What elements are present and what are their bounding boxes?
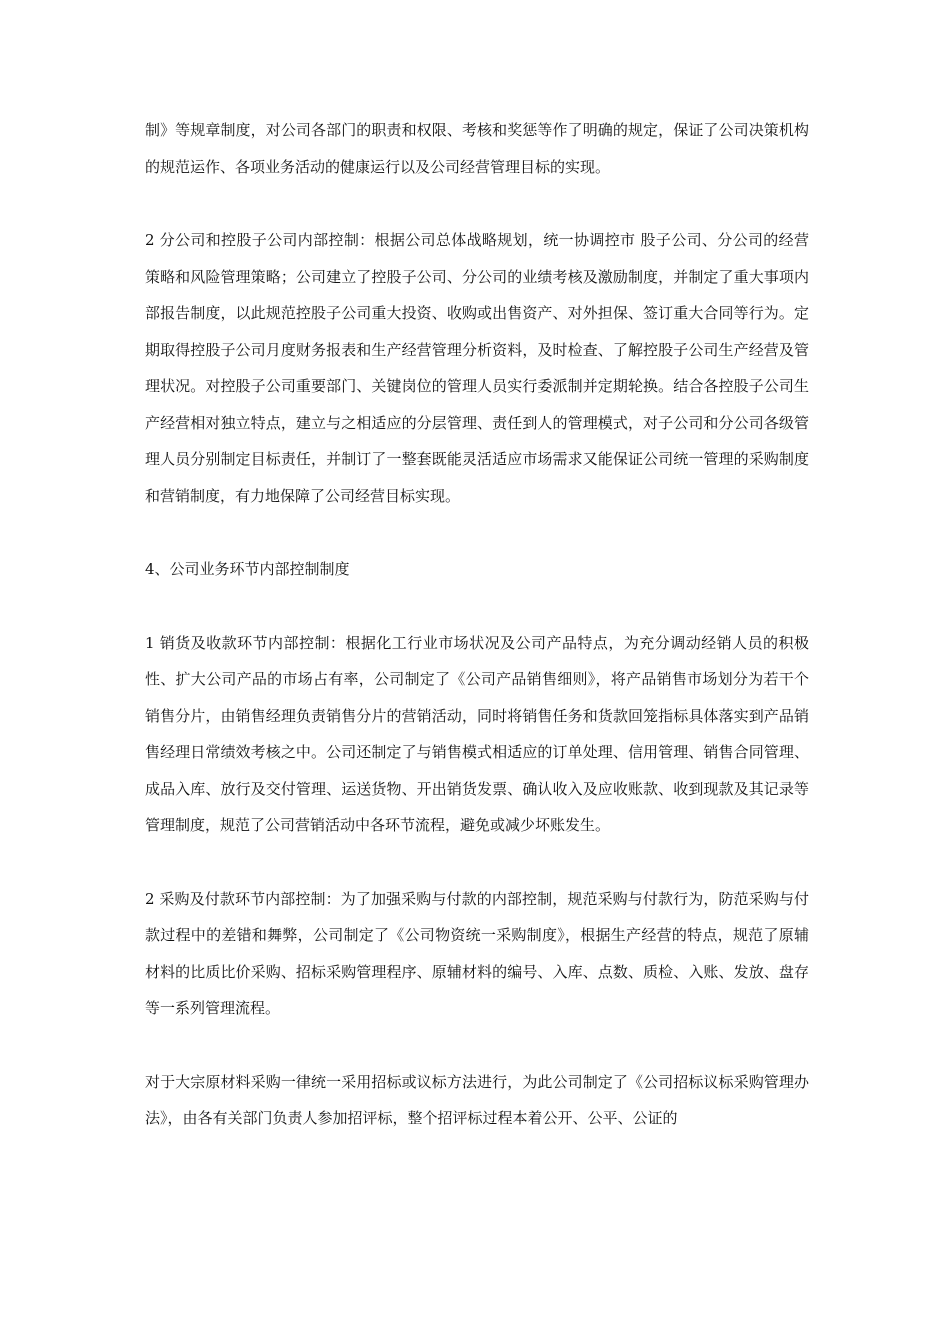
paragraph-sales-control: 1 销货及收款环节内部控制：根据化工行业市场状况及公司产品特点，为充分调动经销人员的积极性、扩大公司产品的市场占有率，公司制定了《公司产品销售细则》，将产品销售市场划分为若干个销售分片，由销售经理负责销售分片的营销活动，同时将销售任务和货款回笼指标具体落实到产品销售经理日常绩效考核之中。公司还制定了与销售模式相适应的订单处理、信用管理、销售合同管理、成品入库、放行及交付管理、运送货物、开出销货发票、确认收入及应收账款、收到现款及其记录等管理制度，规范了公司营销活动中各环节流程，避免或减少坏账发生。 <box>145 633 809 834</box>
section-heading-business-control: 4、公司业务环节内部控制制度 <box>145 560 350 578</box>
paragraph-procurement-control: 2 采购及付款环节内部控制：为了加强采购与付款的内部控制，规范采购与付款行为，防范采购与付款过程中的差错和舞弊，公司制定了《公司物资统一采购制度》，根据生产经营的特点，规范了原辅材料的比质比价采购、招标采购管理程序、原辅材料的编号、入库、点数、质检、入账、发放、盘存等一系列管理流程。 <box>145 889 809 1017</box>
document-body <box>145 112 809 1174</box>
paragraph-subsidiary-control: 2 分公司和控股子公司内部控制：根据公司总体战略规划，统一协调控市 股子公司、分公司的经营策略和风险管理策略；公司建立了控股子公司、分公司的业绩考核及激励制度，并制定了重大事项内部报告制度，以此规范控股子公司重大投资、收购或出售资产、对外担保、签订重大合同等行为。定期取得控股子公司月度财务报表和生产经营管理分析资料，及时检查、了解控股子公司生产经营及管理状况。对控股子公司重要部门、关键岗位的管理人员实行委派制并定期轮换。结合各控股子公司生产经营相对独立特点，建立与之相适应的分层管理、责任到人的管理模式，对子公司和分公司各级管理人员分别制定目标责任，并制订了一整套既能灵活适应市场需求又能保证公司统一管理的采购制度和营销制度，有力地保障了公司经营目标实现。 <box>145 231 809 505</box>
paragraph-regulations: 制》等规章制度，对公司各部门的职责和权限、考核和奖惩等作了明确的规定，保证了公司决策机构的规范运作、各项业务活动的健康运行以及公司经营管理目标的实现。 <box>145 121 809 176</box>
paragraph-bulk-procurement: 对于大宗原材料采购一律统一采用招标或议标方法进行，为此公司制定了《公司招标议标采购管理办法》，由各有关部门负责人参加招评标，整个招评标过程本着公开、公平、公证的 <box>145 1072 809 1127</box>
